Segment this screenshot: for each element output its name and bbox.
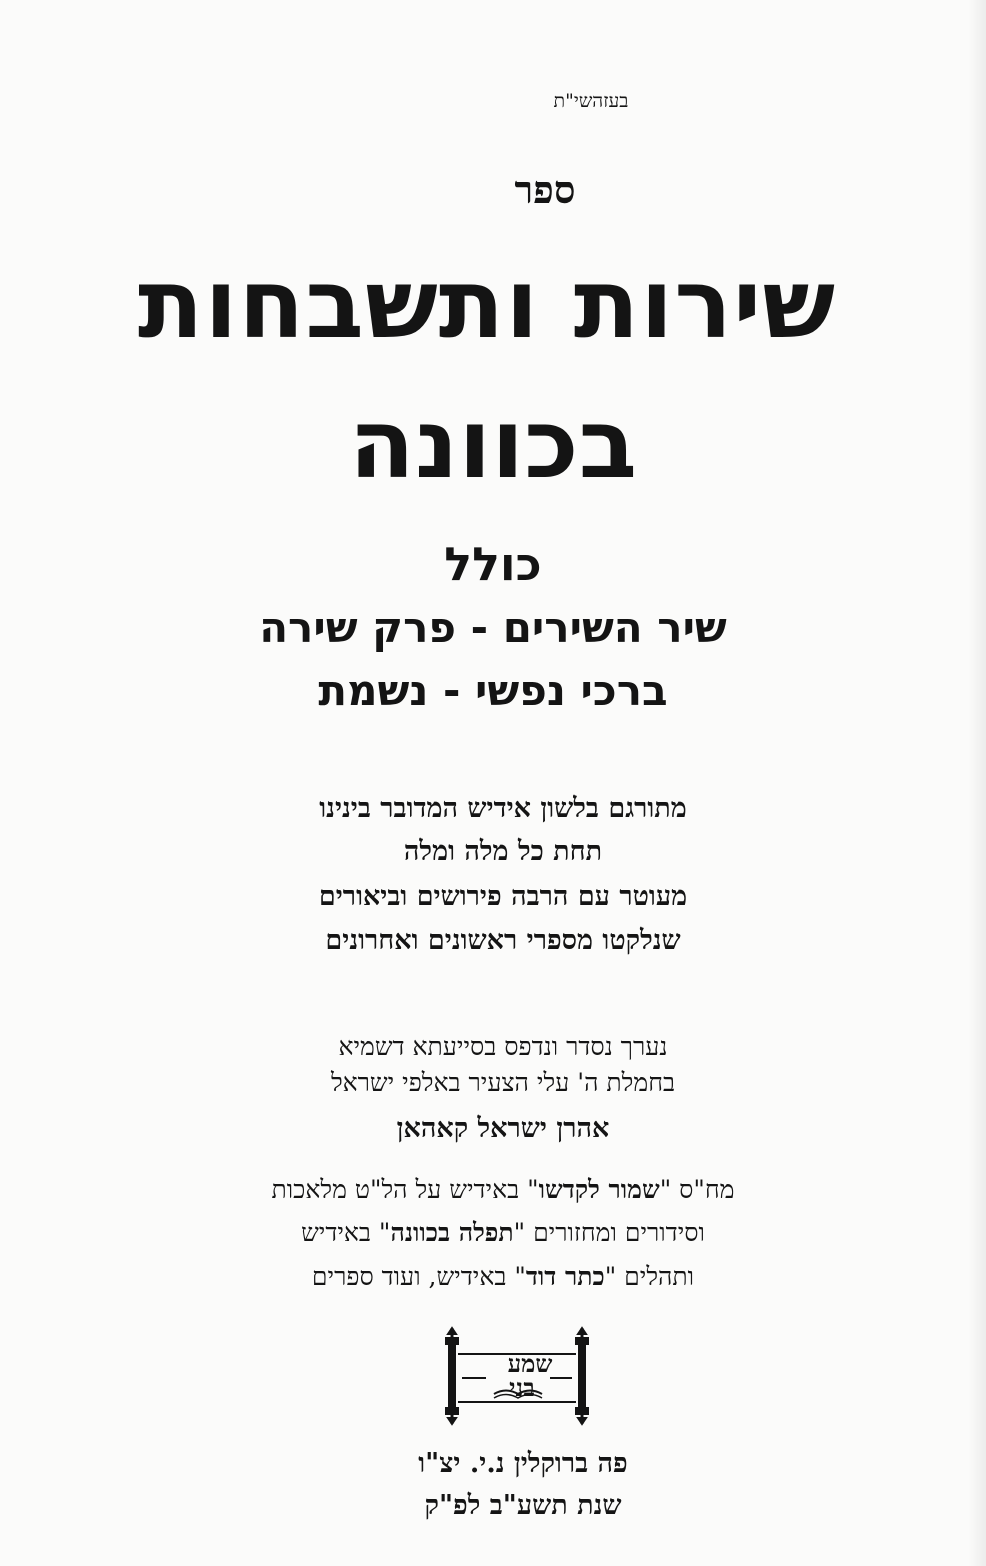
logo-word2: בני bbox=[509, 1373, 535, 1402]
works-text: מח"ס " bbox=[659, 1175, 735, 1204]
contents-line1: שיר השירים - פרק שירה bbox=[259, 603, 727, 652]
publisher-logo bbox=[434, 1326, 600, 1426]
sefer-label: ספר bbox=[514, 167, 576, 212]
editor-line2: בחמלת ה' עלי הצעיר באלפי ישראל bbox=[330, 1068, 676, 1097]
publication-year: שנת תשע"ב לפ"ק bbox=[424, 1490, 622, 1521]
works-line1 bbox=[10, 1175, 986, 1205]
description-line: שנלקטו מספרי ראשונים ואחרונים bbox=[325, 925, 681, 956]
works-text: " באידיש על הל"ט מלאכות bbox=[271, 1175, 539, 1204]
contents-kolel: כולל bbox=[444, 537, 542, 591]
description-line: מתורגם בלשון אידיש המדובר בינינו bbox=[319, 793, 687, 824]
work-title: תפלה בכוונה bbox=[390, 1218, 514, 1247]
works-text: ותהלים " bbox=[604, 1262, 695, 1291]
works-text: וסידורים ומחזורים " bbox=[513, 1218, 705, 1247]
description-line: מעוטר עם הרבה פירושים וביאורים bbox=[318, 881, 688, 912]
description-line: תחת כל מלה ומלה bbox=[403, 836, 603, 867]
works-line3 bbox=[10, 1262, 986, 1292]
contents-line2: ברכי נפשי - נשמת bbox=[318, 666, 668, 715]
works-text: " באידיש bbox=[301, 1218, 391, 1247]
book-title-line1: שירות ותשבחות bbox=[137, 248, 837, 360]
work-title: כתר דוד bbox=[525, 1262, 605, 1291]
publication-place: פה ברוקלין נ.י. יצ"ו bbox=[418, 1448, 628, 1479]
works-text: " באידיש, ועוד ספרים bbox=[311, 1262, 526, 1291]
works-line2 bbox=[10, 1218, 986, 1248]
author-name: אהרן ישראל קאהאן bbox=[396, 1113, 610, 1144]
book-title-line2: בכוונה bbox=[348, 388, 638, 500]
editor-line1: נערך נסדר ונדפס בסייעתא דשמיא bbox=[338, 1032, 668, 1061]
logo-word1: שמע bbox=[507, 1349, 553, 1378]
work-title: שמור לקדשו bbox=[538, 1175, 660, 1204]
bsd-header: בעזהשי"ת bbox=[553, 90, 629, 112]
